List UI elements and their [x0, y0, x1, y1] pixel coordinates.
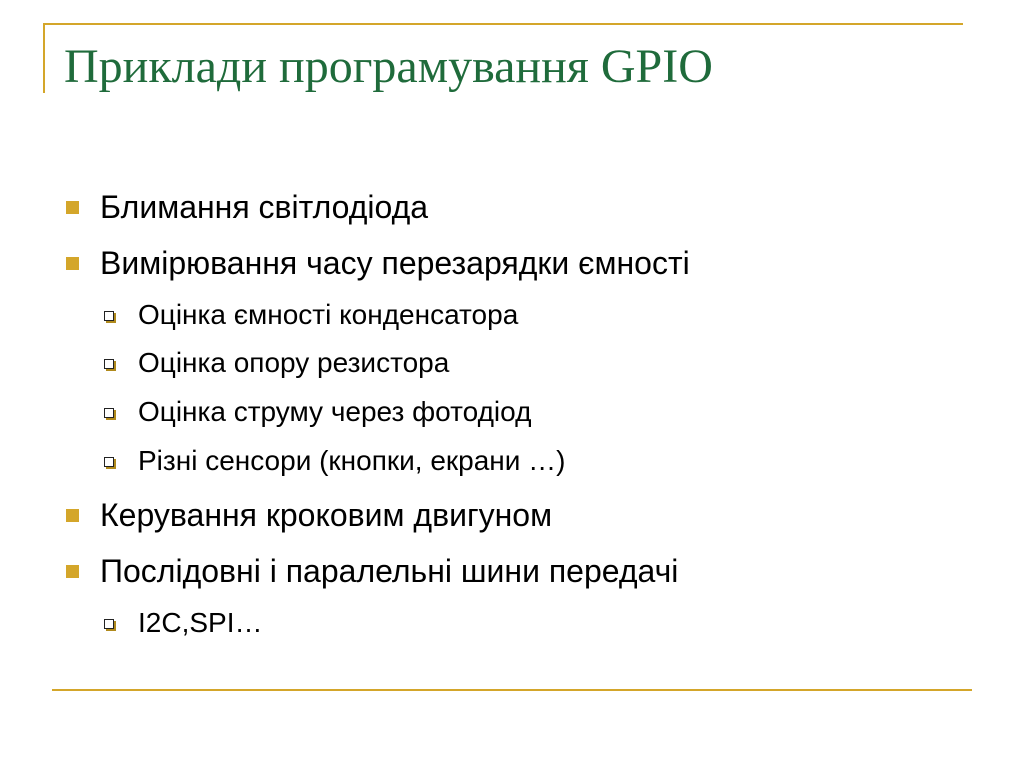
bullet-text: Блимання світлодіода — [100, 189, 429, 225]
bullet-text: Вимірювання часу перезарядки ємності — [100, 245, 690, 281]
sub-bullet-text: Оцінка ємності конденсатора — [138, 299, 519, 330]
sub-bullet-text: Різні сенсори (кнопки, екрани …) — [138, 445, 566, 476]
square-bullet-icon — [66, 565, 79, 578]
hollow-square-bullet-icon — [104, 457, 114, 467]
sub-bullet-text: Оцінка опору резистора — [138, 347, 450, 378]
bullet-text: Керування кроковим двигуном — [100, 497, 553, 533]
slide-title: Приклади програмування GPIO — [64, 40, 713, 93]
hollow-square-bullet-icon — [104, 619, 114, 629]
sub-bullet-text: I2C,SPI… — [138, 607, 263, 638]
bullet-text: Послідовні і паралельні шини передачі — [100, 553, 679, 589]
hollow-square-bullet-icon — [104, 359, 114, 369]
square-bullet-icon — [66, 257, 79, 270]
square-bullet-icon — [66, 509, 79, 522]
hollow-square-bullet-icon — [104, 408, 114, 418]
sub-bullet-text: Оцінка струму через фотодіод — [138, 396, 532, 427]
hollow-square-bullet-icon — [104, 311, 114, 321]
square-bullet-icon — [66, 201, 79, 214]
